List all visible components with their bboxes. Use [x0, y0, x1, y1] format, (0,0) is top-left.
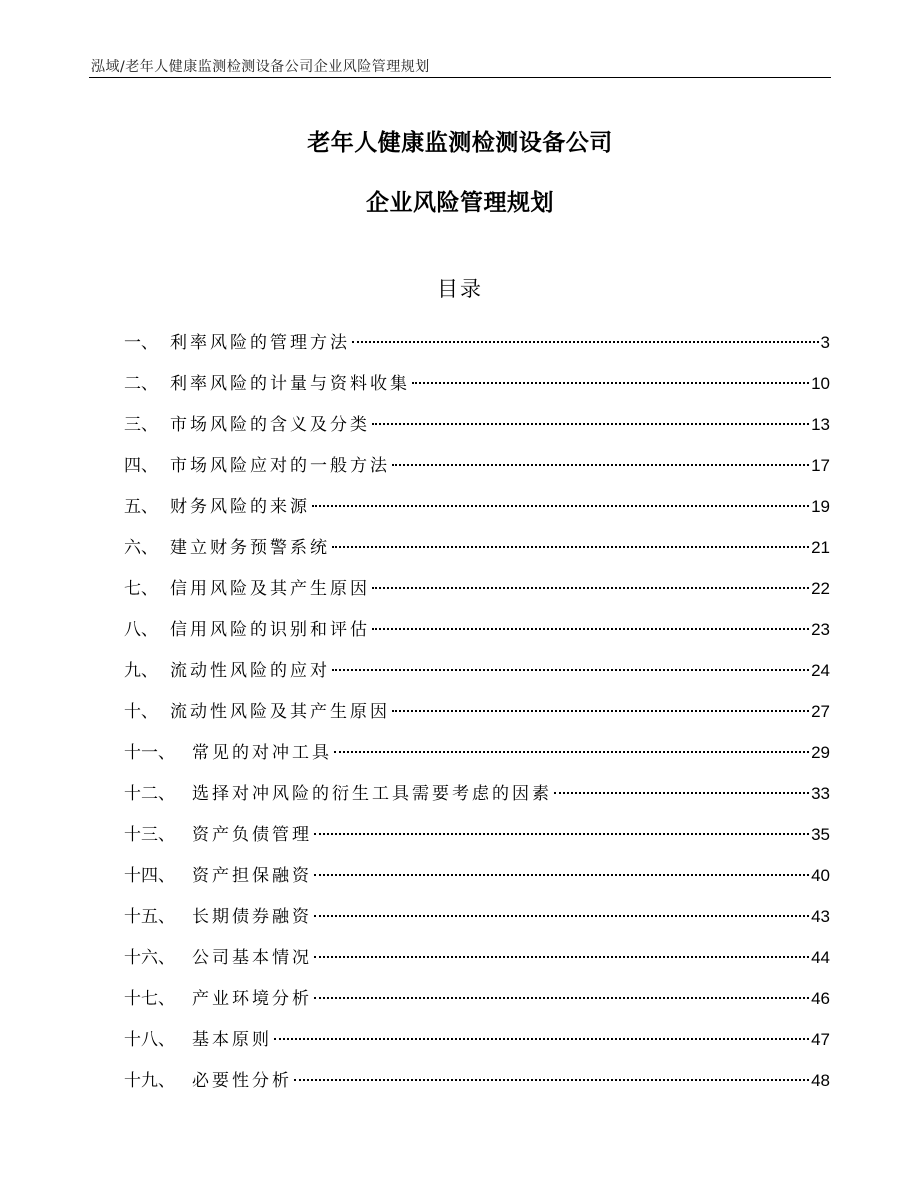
toc-entry-page-number: 3 — [820, 333, 830, 352]
toc-entry-title: 市场风险应对的一般方法 — [170, 456, 390, 476]
toc-entry-title: 利率风险的计量与资料收集 — [170, 374, 410, 394]
toc-entry[interactable] — [124, 693, 830, 734]
toc-entry[interactable] — [124, 447, 830, 488]
toc-entry[interactable] — [124, 734, 830, 775]
toc-dot-leader — [314, 980, 809, 1004]
toc-dot-leader — [392, 693, 809, 717]
toc-entry[interactable] — [124, 1021, 830, 1062]
toc-entry-page-number: 10 — [811, 374, 830, 393]
toc-entry-page-number: 22 — [811, 579, 830, 598]
toc-entry-number: 十九、 — [124, 1071, 175, 1091]
toc-dot-leader — [392, 447, 809, 471]
toc-dot-leader — [372, 570, 809, 594]
header-divider — [89, 77, 831, 78]
toc-heading: 目录 — [437, 277, 483, 301]
toc-entry-title: 资产担保融资 — [192, 866, 312, 886]
toc-entry-title: 常见的对冲工具 — [192, 743, 332, 763]
toc-entry-title: 信用风险的识别和评估 — [170, 620, 370, 640]
toc-entry-title: 流动性风险的应对 — [170, 661, 330, 681]
toc-entry-number: 十、 — [124, 702, 158, 722]
toc-entry-number: 一、 — [124, 333, 158, 353]
toc-entry[interactable] — [124, 529, 830, 570]
toc-dot-leader — [334, 734, 809, 758]
toc-entry-number: 八、 — [124, 620, 158, 640]
toc-entry[interactable] — [124, 1062, 830, 1103]
toc-dot-leader — [312, 488, 809, 512]
toc-dot-leader — [554, 775, 809, 799]
toc-entry-number: 四、 — [124, 456, 158, 476]
toc-entry-title: 资产负债管理 — [192, 825, 312, 845]
toc-entry-title: 流动性风险及其产生原因 — [170, 702, 390, 722]
toc-entry-number: 二、 — [124, 374, 158, 394]
toc-entry-title: 利率风险的管理方法 — [170, 333, 350, 353]
toc-entry[interactable] — [124, 816, 830, 857]
toc-entry-page-number: 43 — [811, 907, 830, 926]
toc-dot-leader — [274, 1021, 809, 1045]
toc-entry-page-number: 44 — [811, 948, 830, 967]
toc-dot-leader — [332, 652, 809, 676]
toc-entry-page-number: 47 — [811, 1030, 830, 1049]
toc-entry-number: 九、 — [124, 661, 158, 681]
document-title-line-2: 企业风险管理规划 — [366, 190, 554, 216]
toc-entry-page-number: 48 — [811, 1071, 830, 1090]
toc-entry-title: 财务风险的来源 — [170, 497, 310, 517]
toc-entry-page-number: 40 — [811, 866, 830, 885]
toc-dot-leader — [352, 324, 819, 348]
toc-dot-leader — [314, 857, 809, 881]
toc-entry-number: 十一、 — [124, 743, 175, 763]
toc-entry-number: 十四、 — [124, 866, 175, 886]
toc-dot-leader — [332, 529, 809, 553]
toc-entry[interactable] — [124, 857, 830, 898]
toc-entry-title: 市场风险的含义及分类 — [170, 415, 370, 435]
toc-dot-leader — [314, 939, 809, 963]
toc-entry[interactable] — [124, 939, 830, 980]
toc-entry-title: 长期债券融资 — [192, 907, 312, 927]
toc-entry-page-number: 24 — [811, 661, 830, 680]
toc-entry-number: 六、 — [124, 538, 158, 558]
toc-entry-title: 基本原则 — [192, 1030, 272, 1050]
toc-entry-number: 十八、 — [124, 1030, 175, 1050]
toc-entry-page-number: 23 — [811, 620, 830, 639]
toc-dot-leader — [372, 406, 809, 430]
toc-entry-title: 产业环境分析 — [192, 989, 312, 1009]
toc-entry-page-number: 21 — [811, 538, 830, 557]
toc-entry[interactable] — [124, 488, 830, 529]
toc-entry-title: 建立财务预警系统 — [170, 538, 330, 558]
toc-entry-number: 三、 — [124, 415, 158, 435]
toc-entry[interactable] — [124, 652, 830, 693]
toc-entry-title: 选择对冲风险的衍生工具需要考虑的因素 — [192, 784, 552, 804]
toc-entry[interactable] — [124, 775, 830, 816]
toc-entry[interactable] — [124, 324, 830, 365]
toc-entry[interactable] — [124, 406, 830, 447]
running-header: 泓域/老年人健康监测检测设备公司企业风险管理规划 — [91, 59, 430, 75]
toc-entry-number: 十二、 — [124, 784, 175, 804]
toc-dot-leader — [372, 611, 809, 635]
toc-entry[interactable] — [124, 365, 830, 406]
table-of-contents — [124, 324, 830, 1103]
toc-dot-leader — [314, 816, 809, 840]
toc-entry-page-number: 29 — [811, 743, 830, 762]
toc-entry[interactable] — [124, 611, 830, 652]
toc-entry-title: 信用风险及其产生原因 — [170, 579, 370, 599]
toc-entry-number: 十七、 — [124, 989, 175, 1009]
toc-entry-number: 十五、 — [124, 907, 175, 927]
document-title-line-1: 老年人健康监测检测设备公司 — [307, 130, 613, 156]
toc-entry-page-number: 27 — [811, 702, 830, 721]
toc-entry[interactable] — [124, 570, 830, 611]
toc-dot-leader — [412, 365, 809, 389]
toc-entry[interactable] — [124, 898, 830, 939]
toc-entry-title: 公司基本情况 — [192, 948, 312, 968]
toc-entry-number: 五、 — [124, 497, 158, 517]
toc-dot-leader — [314, 898, 809, 922]
toc-entry-page-number: 33 — [811, 784, 830, 803]
toc-entry-page-number: 35 — [811, 825, 830, 844]
toc-entry-title: 必要性分析 — [192, 1071, 292, 1091]
toc-entry-page-number: 19 — [811, 497, 830, 516]
toc-entry-number: 七、 — [124, 579, 158, 599]
toc-entry-page-number: 46 — [811, 989, 830, 1008]
toc-entry-number: 十六、 — [124, 948, 175, 968]
toc-entry-number: 十三、 — [124, 825, 175, 845]
toc-entry[interactable] — [124, 980, 830, 1021]
toc-dot-leader — [294, 1062, 809, 1086]
toc-entry-page-number: 13 — [811, 415, 830, 434]
toc-entry-page-number: 17 — [811, 456, 830, 475]
